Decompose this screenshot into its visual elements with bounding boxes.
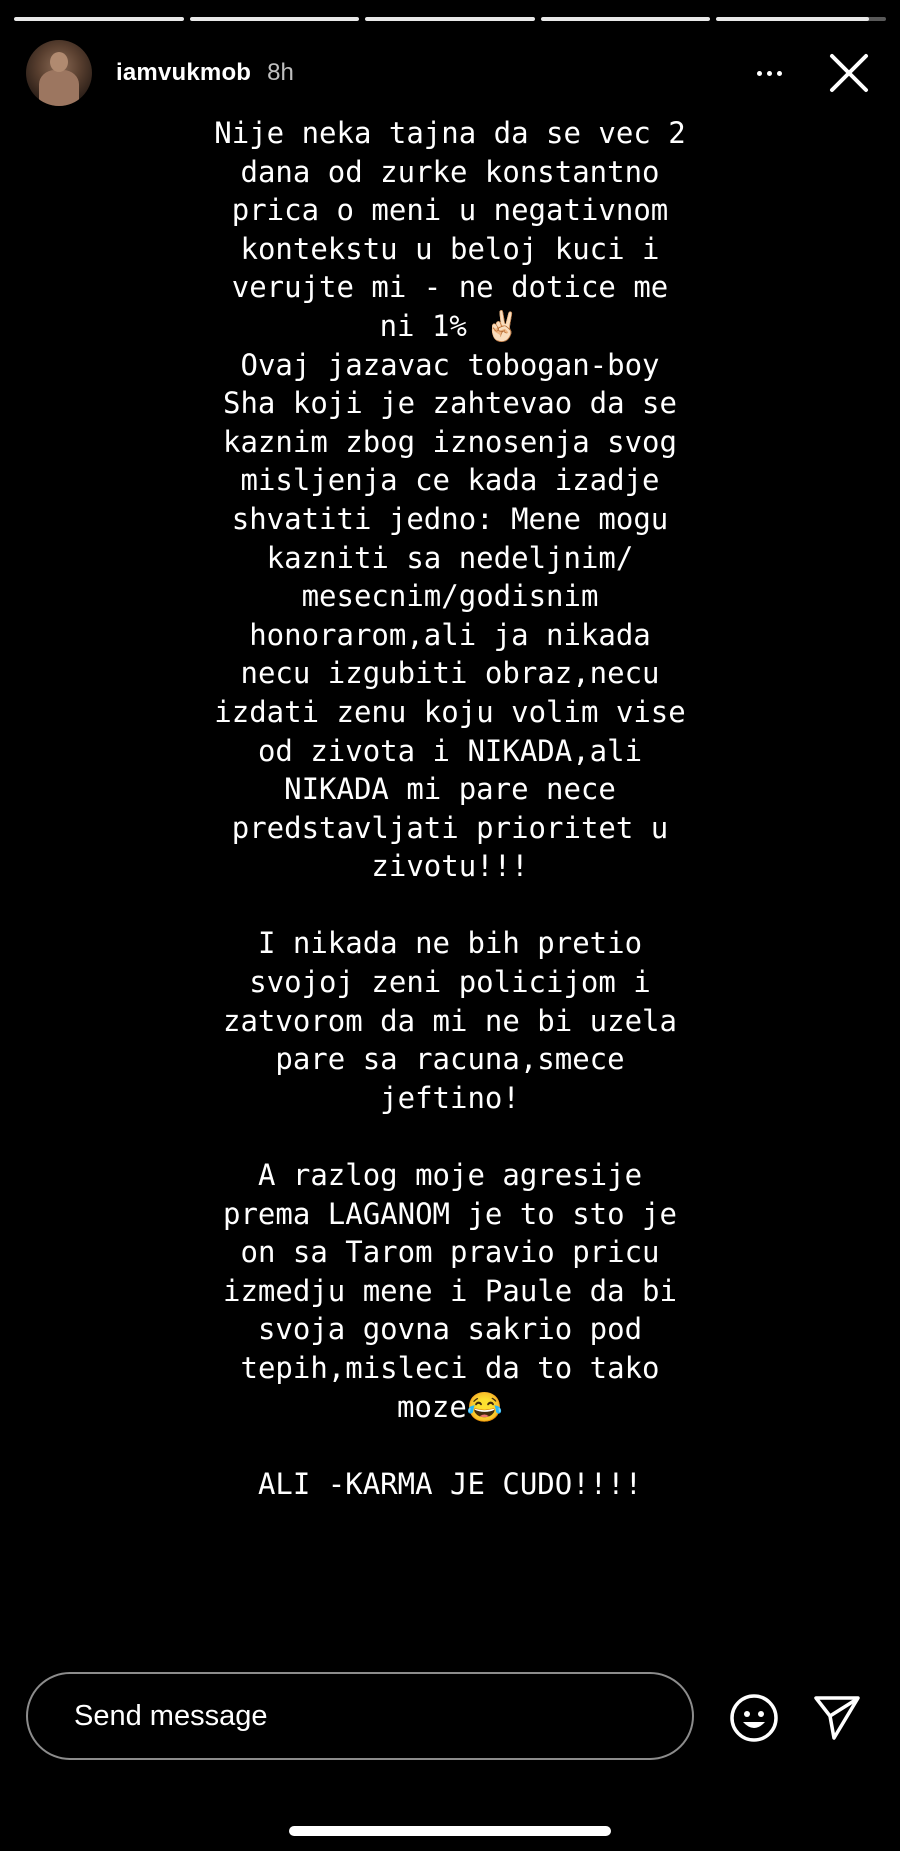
emoji-smile-icon[interactable] [728, 1692, 780, 1744]
send-message-box[interactable] [26, 1672, 694, 1760]
message-input[interactable] [72, 1699, 636, 1734]
avatar[interactable] [26, 40, 92, 106]
story-progress-segment [190, 17, 360, 21]
story-progress-segment [14, 17, 184, 21]
story-progress-bar [14, 17, 886, 21]
username[interactable]: iamvukmob [116, 59, 252, 86]
story-progress-segment [365, 17, 535, 21]
story-header [26, 38, 884, 108]
story-progress-segment [716, 17, 886, 21]
home-indicator [289, 1826, 611, 1836]
story-progress-segment [541, 17, 711, 21]
story-text: Nije neka tajna da se vec 2 dana od zurke konstantno prica o meni u negativnom kontekstu u beloj kuci i verujte mi - ne dotice me ni 1% ✌🏻 Ovaj jazavac tobogan-boy Sha koji je zahtevao da se kaznim zbog iznosenja svog misljenja ce kada izadje shvatiti jedno: Mene mogu kazniti sa nedeljnim/ mesecnim/godisnim honorarom,ali ja nikada necu izgubiti obraz,necu izdati zenu koju volim vise od zivota i NIKADA,ali NIKADA mi pare nece predstavljati prioritet u zivotu!!! I nikada ne bih pretio svojoj zeni policijom i zatvorom da mi ne bi uzela pare sa racuna,smece jeftino! A razlog moje agresije prema LAGANOM je to sto je on sa Tarom pravio pricu izmedju mene i Paule da bi svoja govna sakrio pod tepih,misleci da to tako moze😂 ALI -KARMA JE CUDO!!!! [214, 116, 686, 1501]
more-options-icon[interactable] [757, 71, 782, 76]
close-icon[interactable] [826, 50, 872, 96]
send-paper-plane-icon[interactable] [812, 1694, 862, 1742]
post-time: 8h [267, 59, 294, 86]
